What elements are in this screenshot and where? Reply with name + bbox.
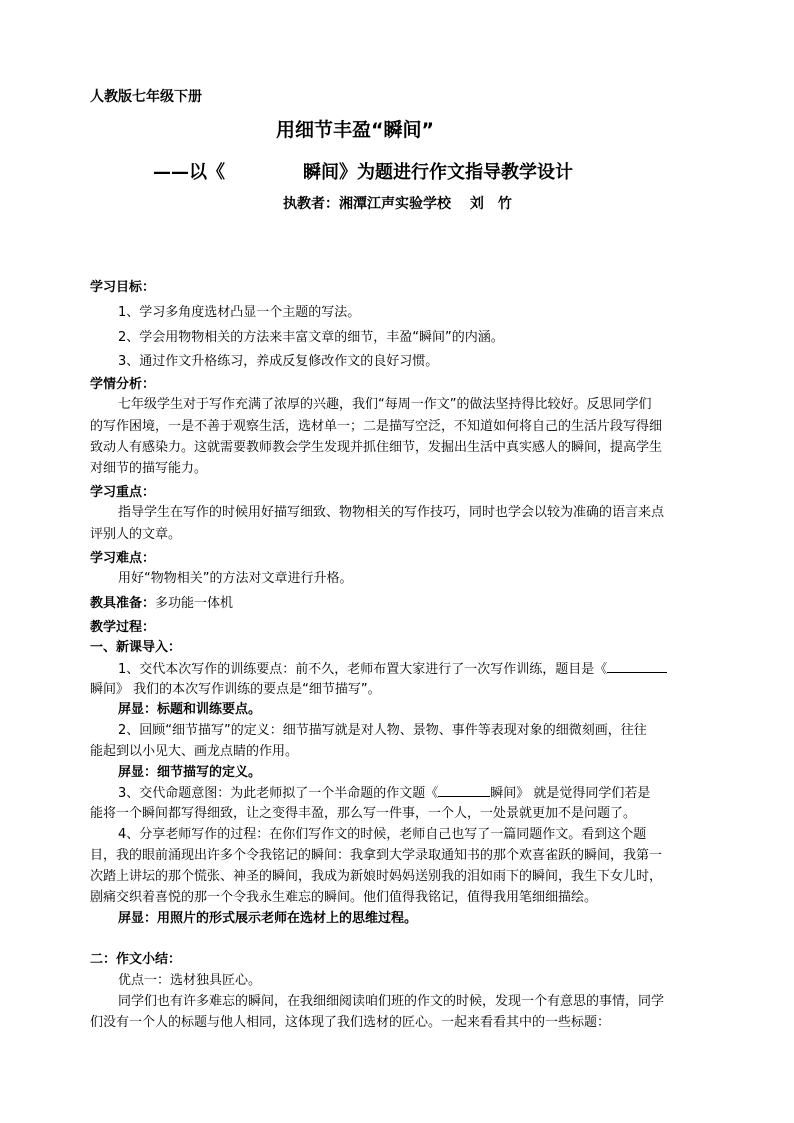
merit-one: 优点一：选材独具匠心。 [118,973,262,988]
part2-line: 同学们也有许多难忘的瞬间，在我细细阅读咱们班的作文的时候，发现一个有意思的事情，同学 [118,994,665,1009]
part1-item4-line: 次踏上讲坛的那个慌张、神圣的瞬间，我成为新娘时妈妈送别我的泪如雨下的瞬间，我生下女儿时， [90,869,663,884]
analysis-heading: 学情分析： [90,377,156,392]
process-heading: 教学过程： [90,620,156,635]
screen-note: 屏显：细节描写的定义。 [118,765,262,780]
goal-item: 1、学习多角度选材凸显一个主题的写法。 [118,305,361,320]
analysis-line: 七年级学生对于写作充满了浓厚的兴趣，我们“每周一作文”的做法坚持得比较好。反思同学们 [118,397,652,412]
part1-heading: 一、新课导入： [90,640,182,655]
analysis-line: 的写作困境，一是不善于观察生活，选材单一；二是描写空泛，不知道如何将自己的生活片段写得细 [90,419,663,434]
part1-item3-line2: 能将一个瞬间都写得细致，让之变得丰盈，那么写一件事，一个人，一处景就更加不是问题了。 [90,806,637,821]
goals-heading: 学习目标： [90,280,156,295]
part1-item3-line1 [118,784,650,803]
part1-item4-line: 目，我的眼前涌现出许多个令我铭记的瞬间：我拿到大学录取通知书的那个欢喜雀跃的瞬间，我第一 [90,848,663,863]
subtitle-prefix: ——以《 [153,162,225,183]
tools-text: 多功能一体机 [155,596,234,611]
tools-heading: 教具准备： [90,596,156,611]
item3-text-tail: 瞬间》 就是觉得同学们若是 [490,786,651,801]
edition-label: 人教版七年级下册 [90,89,202,105]
document-title: 用细节丰盈“瞬间” [276,119,434,141]
item1-text: 1、交代本次写作的训练要点：前不久，老师布置大家进行了一次写作训练，题目是《 [118,662,608,677]
document-subtitle [153,161,573,185]
part1-item1-line1 [118,660,667,679]
part1-item1-line2: 瞬间》 我们的本次写作训练的要点是“细节描写”。 [90,682,381,697]
goal-item: 3、通过作文升格练习，养成反复修改作文的良好习惯。 [118,354,439,369]
difficulty-heading: 学习难点： [90,551,156,566]
analysis-line: 致动人有感染力。这就需要教师教会学生发现并抓住细节，发掘出生活中真实感人的瞬间，提高学生 [90,440,663,455]
key-points-heading: 学习重点： [90,485,156,500]
difficulty-line: 用好“物物相关”的方法对文章进行升格。 [118,571,353,586]
part2-line: 们没有一个人的标题与他人相同，这体现了我们选材的匠心。一起来看看其中的一些标题： [90,1015,611,1030]
screen-note: 屏显：用照片的形式展示老师在选材上的思维过程。 [118,911,418,926]
part2-heading: 二：作文小结： [90,952,182,967]
tools-line [90,595,233,613]
analysis-line: 对细节的描写能力。 [90,461,208,476]
key-points-line: 评别人的文章。 [90,527,182,542]
key-points-line: 指导学生在写作的时候用好描写细致、物物相关的写作技巧，同时也学会以较为准确的语言来点 [118,505,665,520]
title-blank [438,784,490,797]
screen-note: 屏显：标题和训练要点。 [118,702,262,717]
subtitle-suffix: 瞬间》为题进行作文指导教学设计 [303,162,573,183]
part1-item4-line: 剧痛交织着喜悦的那一个令我永生难忘的瞬间。他们值得我铭记，值得我用笔细细描绘。 [90,890,598,905]
part1-item4-line: 4、分享老师写作的过程：在你们写作文的时候，老师自己也写了一篇同题作文。看到这个题 [118,827,647,842]
item3-text: 3、交代命题意图：为此老师拟了一个半命题的作文题《 [118,786,439,801]
goal-item: 2、学会用物物相关的方法来丰富文章的细节，丰盈“瞬间”的内涵。 [118,330,504,345]
part1-item2-line1: 2、回顾“细节描写”的定义：细节描写就是对人物、景物、事件等表现对象的细微刻画，往往 [118,723,647,738]
author-line: 执教者：湘潭江声实验学校 刘 竹 [283,196,512,212]
title-blank [607,660,667,673]
part1-item2-line2: 能起到以小见大、画龙点睛的作用。 [90,744,299,759]
